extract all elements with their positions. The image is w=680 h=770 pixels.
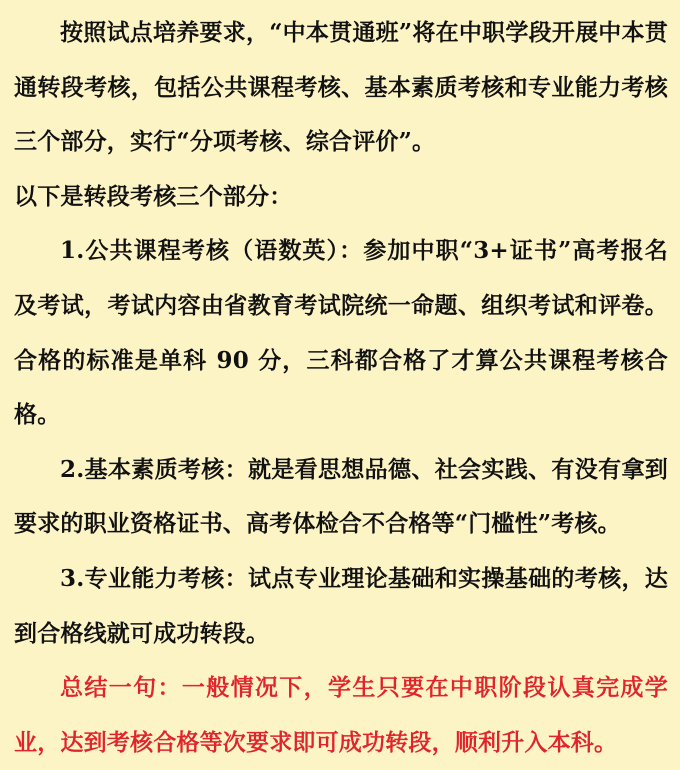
item-public-course-exam: 1.公共课程考核（语数英）：参加中职“3+证书”高考报名及考试，考试内容由省教育考试院统一命题、组织考试和评卷。合格的标准是单科 90 分，三科都合格了才算公共课程考核合格。 <box>14 237 668 429</box>
intro-paragraph: 按照试点培养要求，“中本贯通班”将在中职学段开展中本贯通转段考核，包括公共课程考核、基本素质考核和专业能力考核三个部分，实行“分项考核、综合评价”。 <box>14 19 668 156</box>
item-basic-quality-exam: 2.基本素质考核：就是看思想品德、社会实践、有没有拿到要求的职业资格证书、高考体检合不合格等“门槛性”考核。 <box>14 455 668 538</box>
section-heading: 以下是转段考核三个部分： <box>14 182 293 210</box>
item-professional-ability-exam: 3.专业能力考核：试点专业理论基础和实操基础的考核，达到合格线就可成功转段。 <box>14 564 668 647</box>
summary-paragraph: 总结一句：一般情况下，学生只要在中职阶段认真完成学业，达到考核合格等次要求即可成功转段，顺利升入本科。 <box>14 674 668 756</box>
